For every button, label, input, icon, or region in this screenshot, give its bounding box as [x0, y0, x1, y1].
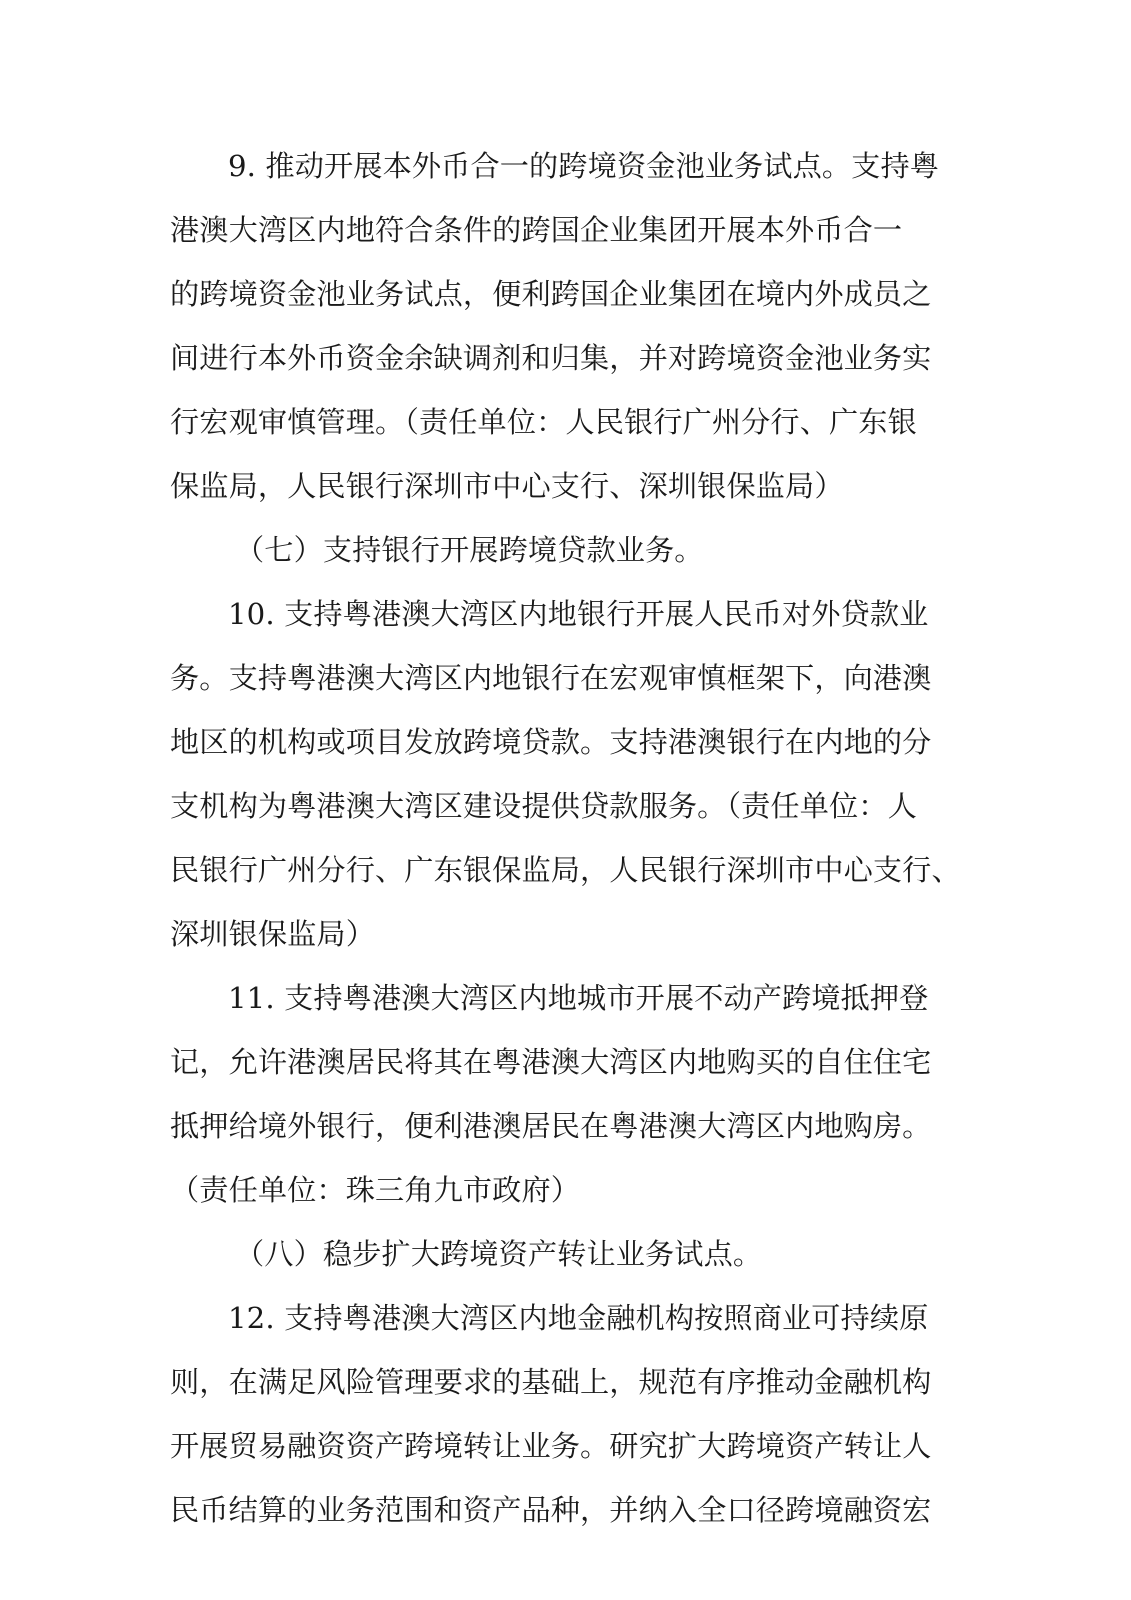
paragraph-12-line-3: 开展贸易融资资产跨境转让业务。研究扩大跨境资产转让人 — [170, 1429, 932, 1463]
paragraph-9-line-5: 行宏观审慎管理。（责任单位：人民银行广州分行、广东银 — [170, 405, 917, 439]
paragraph-9-line-6: 保监局，人民银行深圳市中心支行、深圳银保监局） — [170, 469, 844, 503]
paragraph-9-line-1: 9. 推动开展本外币合一的跨境资金池业务试点。支持粤 — [228, 149, 940, 183]
paragraph-9-line-3: 的跨境资金池业务试点，便利跨国企业集团在境内外成员之 — [170, 277, 932, 311]
paragraph-11-line-3: 抵押给境外银行，便利港澳居民在粤港澳大湾区内地购房。 — [170, 1109, 932, 1143]
paragraph-12-line-4: 民币结算的业务范围和资产品种，并纳入全口径跨境融资宏 — [170, 1493, 932, 1527]
paragraph-11-line-1: 11. 支持粤港澳大湾区内地城市开展不动产跨境抵押登 — [228, 981, 929, 1015]
paragraph-11-line-4: （责任单位：珠三角九市政府） — [170, 1173, 581, 1207]
section-heading-7: （七）支持银行开展跨境贷款业务。 — [235, 533, 704, 567]
paragraph-9-line-2: 港澳大湾区内地符合条件的跨国企业集团开展本外币合一 — [170, 213, 903, 247]
paragraph-11-line-2: 记，允许港澳居民将其在粤港澳大湾区内地购买的自住住宅 — [170, 1045, 932, 1079]
paragraph-10-line-3: 地区的机构或项目发放跨境贷款。支持港澳银行在内地的分 — [170, 725, 932, 759]
paragraph-10-line-2: 务。支持粤港澳大湾区内地银行在宏观审慎框架下，向港澳 — [170, 661, 932, 695]
paragraph-10-line-5: 民银行广州分行、广东银保监局，人民银行深圳市中心支行、 — [170, 853, 961, 887]
paragraph-10-line-1: 10. 支持粤港澳大湾区内地银行开展人民币对外贷款业 — [228, 597, 929, 631]
paragraph-12-line-2: 则，在满足风险管理要求的基础上，规范有序推动金融机构 — [170, 1365, 932, 1399]
paragraph-12-line-1: 12. 支持粤港澳大湾区内地金融机构按照商业可持续原 — [228, 1301, 929, 1335]
paragraph-9-line-4: 间进行本外币资金余缺调剂和归集，并对跨境资金池业务实 — [170, 341, 932, 375]
paragraph-10-line-6: 深圳银保监局） — [170, 917, 376, 951]
section-heading-8: （八）稳步扩大跨境资产转让业务试点。 — [235, 1237, 763, 1271]
paragraph-10-line-4: 支机构为粤港澳大湾区建设提供贷款服务。（责任单位：人 — [170, 789, 917, 823]
body-text — [170, 134, 961, 1542]
